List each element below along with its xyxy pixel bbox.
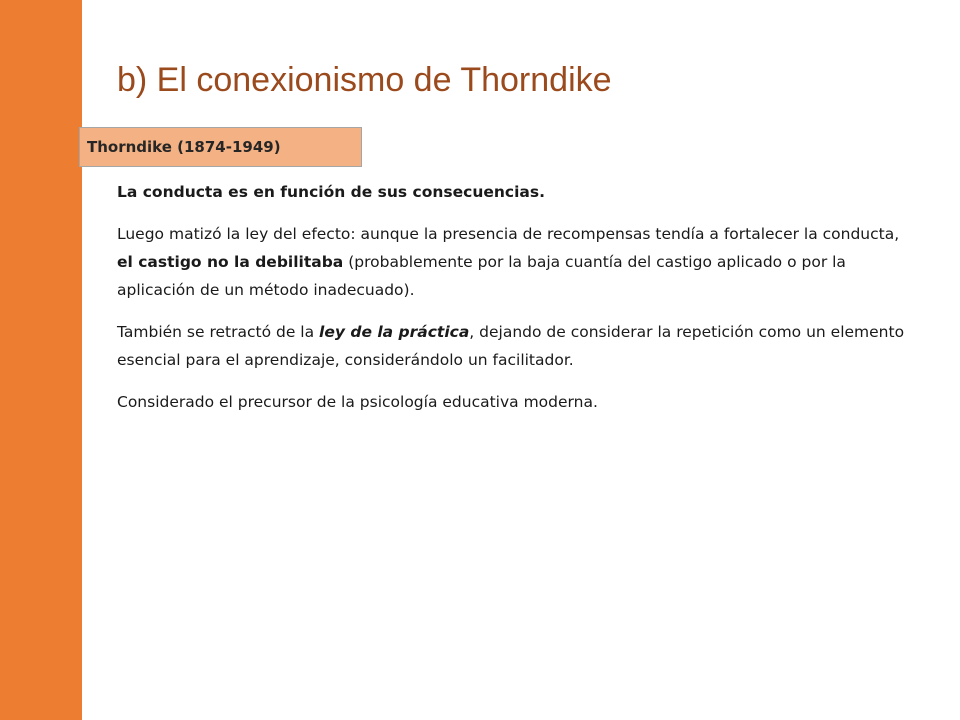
paragraph-law-of-effect-text-1: Luego matizó la ley del efecto: aunque la presencia de recompensas tendía a fortalecer la conducta, (117, 225, 900, 243)
paragraph-law-of-practice (117, 318, 907, 374)
left-accent-bar (0, 0, 82, 720)
slide-title: b) El conexionismo de Thorndike (117, 61, 612, 99)
paragraph-law-of-effect (117, 220, 907, 304)
law-of-practice-emphasis: ley de la práctica (319, 323, 470, 341)
paragraph-consequences: La conducta es en función de sus consecuencias. (117, 183, 545, 201)
slide-body (117, 178, 907, 430)
paragraph-precursor: Considerado el precursor de la psicología educativa moderna. (117, 393, 598, 411)
paragraph-law-of-effect-text-2: (probablemente por la baja cuantía del castigo aplicado o por la aplicación de un método inadecuado). (117, 253, 846, 299)
paragraph-law-of-practice-text-1: También se retractó de la (117, 323, 320, 341)
punishment-emphasis: el castigo no la debilitaba (117, 253, 344, 271)
subtitle-box: Thorndike (1874-1949) (79, 127, 362, 167)
paragraph-law-of-practice-text-2: , dejando de considerar la repetición como un elemento esencial para el aprendizaje, considerándolo un facilitador. (117, 323, 905, 369)
